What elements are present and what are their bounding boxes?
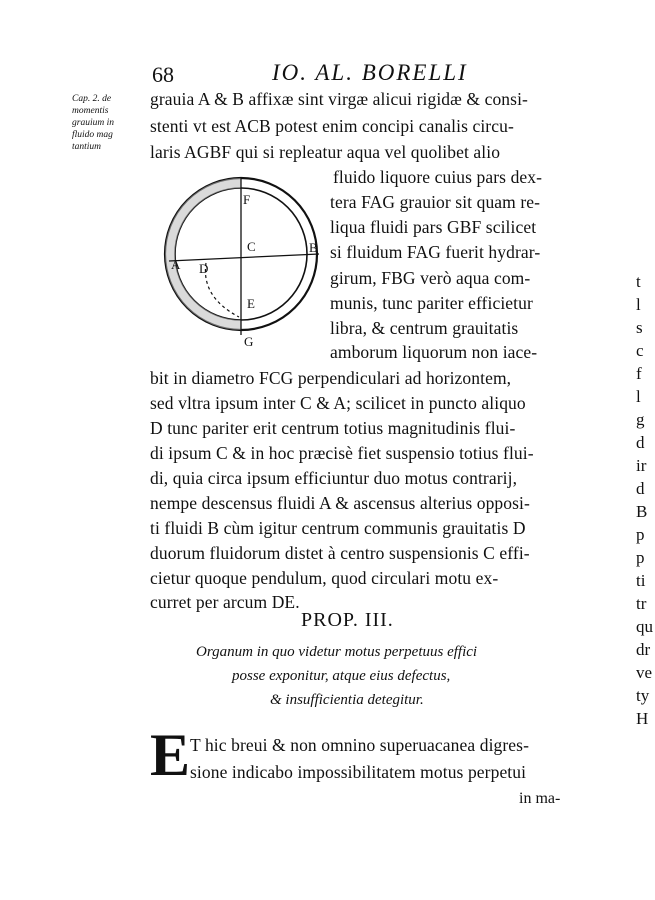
body-line: munis, tunc pariter efficietur <box>330 293 533 313</box>
body-line: si fluidum FAG fuerit hydrar- <box>330 242 541 262</box>
facing-page-fragment: c <box>636 341 644 360</box>
proposition-description-line: posse exponitur, atque eius defectus, <box>232 668 451 684</box>
facing-page-fragment: f <box>636 364 642 383</box>
facing-page-fragment: H <box>636 709 649 728</box>
body-line: tera FAG grauior sit quam re- <box>330 192 541 212</box>
body-line: sed vltra ipsum inter C & A; scilicet in puncto aliquo <box>150 393 526 413</box>
facing-page-fragment: l <box>636 295 641 314</box>
facing-page-fragment: p <box>636 548 645 567</box>
figure-label-d: D <box>199 261 209 276</box>
margin-note-line: momentis <box>72 106 109 116</box>
body-line: stenti vt est ACB potest enim concipi canalis circu- <box>150 116 514 136</box>
margin-note-line: tantium <box>72 142 102 152</box>
facing-page-fragment: tr <box>636 594 647 613</box>
facing-page-fragment: B <box>636 502 648 521</box>
facing-page-edge <box>636 270 655 730</box>
facing-page-fragment: g <box>636 410 645 429</box>
page-number: 68 <box>152 62 174 87</box>
body-line: laris AGBF qui si repleatur aqua vel quolibet alio <box>150 142 501 162</box>
body-line: grauia A & B affixæ sint virgæ alicui rigidæ & consi- <box>150 89 528 109</box>
body-line: amborum liquorum non iace- <box>330 342 538 362</box>
facing-page-fragment: s <box>636 318 643 337</box>
body-line: di, quia circa ipsum efficiuntur duo motus contrarij, <box>150 468 518 488</box>
facing-page-fragment: d <box>636 433 645 452</box>
body-line: girum, FBG verò aqua com- <box>330 268 531 288</box>
margin-note-line: grauium in <box>72 118 114 128</box>
running-title: IO. AL. BORELLI <box>272 60 468 85</box>
drop-cap: E <box>150 722 191 788</box>
facing-page-fragment: d <box>636 479 645 498</box>
body-line: di ipsum C & in hoc præcisè fiet suspensio totius flui- <box>150 443 534 463</box>
facing-page-fragment: t <box>636 272 641 291</box>
body-line: ti fluidi B cùm igitur centrum communis grauitatis D <box>150 518 526 538</box>
proposition-description-line: Organum in quo videtur motus perpetuus effici <box>196 644 478 660</box>
figure-label-b: B <box>309 240 318 255</box>
facing-page-fragment: ti <box>636 571 646 590</box>
body-line: curret per arcum DE. <box>150 592 300 612</box>
facing-page-fragment: dr <box>636 640 651 659</box>
section-line: sione indicabo impossibilitatem motus perpetui <box>190 762 527 782</box>
figure-label-f: F <box>243 192 251 207</box>
margin-note-line: Cap. 2. de <box>72 94 112 104</box>
facing-page-fragment: ty <box>636 686 650 705</box>
facing-page-fragment: qu <box>636 617 653 636</box>
figure-label-g: G <box>244 334 254 347</box>
body-line: nempe descensus fluidi A & ascensus alterius opposi- <box>150 493 530 513</box>
facing-page-fragment: ve <box>636 663 653 682</box>
figure-label-c: C <box>247 239 256 254</box>
body-line: bit in diametro FCG perpendiculari ad horizontem, <box>150 368 512 388</box>
proposition-description-line: & insufficientia detegitur. <box>270 692 424 708</box>
body-line: D tunc pariter erit centrum totius magnitudinis flui- <box>150 418 516 438</box>
body-line: cietur quoque pendulum, quod circulari motu ex- <box>150 568 499 588</box>
figure-label-a: A <box>171 257 181 272</box>
facing-page-fragment: ir <box>636 456 647 475</box>
arc-de-dotted <box>205 263 239 317</box>
margin-note <box>72 93 142 153</box>
facing-page-fragment: p <box>636 525 645 544</box>
section-line: T hic breui & non omnino superuacanea digres- <box>190 735 530 755</box>
proposition-heading: PROP. III. <box>301 609 394 631</box>
figure-label-e: E <box>247 296 255 311</box>
margin-note-line: fluido mag <box>72 130 113 140</box>
body-line: libra, & centrum grauitatis <box>330 318 519 338</box>
facing-page-fragment: l <box>636 387 641 406</box>
catchword: in ma- <box>519 790 561 807</box>
horizontal-diameter-acb <box>169 254 319 261</box>
body-line: duorum fluidorum distet à centro suspensionis C effi- <box>150 543 530 563</box>
body-line: fluido liquore cuius pars dex- <box>333 167 543 187</box>
body-line: liqua fluidi pars GBF scilicet <box>330 217 537 237</box>
circular-canal-figure <box>163 167 327 347</box>
